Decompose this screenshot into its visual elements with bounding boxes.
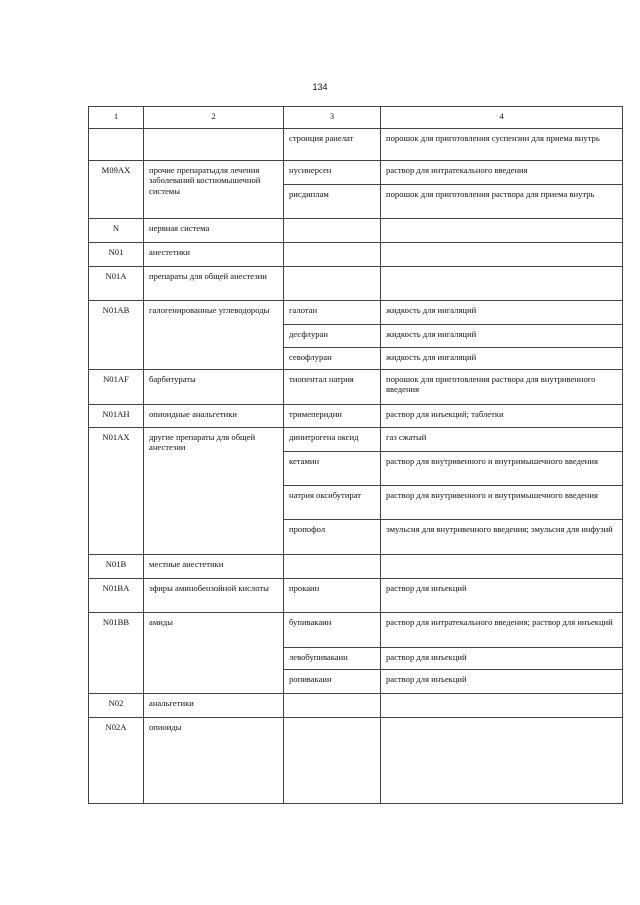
drug-name-cell	[284, 718, 381, 804]
dosage-form-cell: порошок для приготовления суспензии для приема внутрь	[381, 129, 623, 161]
column-number-4: 4	[381, 107, 623, 129]
anatomical-therapeutic-group-cell: препараты для общей анестезии	[144, 267, 284, 301]
anatomical-therapeutic-group-cell: анестетики	[144, 243, 284, 267]
drug-name-cell	[284, 219, 381, 243]
dosage-form-cell	[381, 243, 623, 267]
dosage-form-cell: раствор для интратекального введения; раствор для инъекций	[381, 613, 623, 648]
atc-code-cell: N02	[89, 694, 144, 718]
table-row	[89, 370, 623, 405]
drug-name-cell: севофлуран	[284, 348, 381, 370]
dosage-form-cell: раствор для инъекций	[381, 648, 623, 670]
atc-code-cell: N	[89, 219, 144, 243]
anatomical-therapeutic-group-cell: нервная система	[144, 219, 284, 243]
dosage-form-cell: раствор для интратекального введения	[381, 161, 623, 185]
table-row	[89, 613, 623, 648]
atc-code-cell: M09AX	[89, 161, 144, 219]
dosage-form-cell: порошок для приготовления раствора для приема внутрь	[381, 185, 623, 219]
table-row	[89, 243, 623, 267]
column-number-3: 3	[284, 107, 381, 129]
table-row	[89, 129, 623, 161]
anatomical-therapeutic-group-cell: барбитураты	[144, 370, 284, 405]
drug-name-cell: левобупивакаин	[284, 648, 381, 670]
atc-code-cell: N02A	[89, 718, 144, 804]
page-number: 134	[312, 82, 328, 92]
dosage-form-cell	[381, 694, 623, 718]
drug-name-cell: тиопентал натрия	[284, 370, 381, 405]
drug-name-cell	[284, 267, 381, 301]
dosage-form-cell: эмульсия для внутривенного введения; эмульсия для инфузий	[381, 520, 623, 555]
dosage-form-cell: жидкость для ингаляций	[381, 301, 623, 325]
drug-name-cell: пропофол	[284, 520, 381, 555]
anatomical-therapeutic-group-cell: опиоидные анальгетики	[144, 405, 284, 428]
table-row	[89, 267, 623, 301]
table-row	[89, 694, 623, 718]
atc-code-cell: N01BA	[89, 579, 144, 613]
dosage-form-cell	[381, 555, 623, 579]
dosage-form-cell: раствор для инъекций; таблетки	[381, 405, 623, 428]
dosage-form-cell: жидкость для ингаляций	[381, 325, 623, 348]
atc-code-cell: N01AF	[89, 370, 144, 405]
dosage-form-cell: раствор для внутривенного и внутримышечного введения	[381, 486, 623, 520]
drug-classification-table	[88, 106, 623, 804]
dosage-form-cell	[381, 718, 623, 804]
drug-name-cell	[284, 694, 381, 718]
drug-name-cell: натрия оксибутират	[284, 486, 381, 520]
drug-name-cell: ропивакаин	[284, 670, 381, 694]
drug-name-cell: бупивакаин	[284, 613, 381, 648]
drug-name-cell	[284, 555, 381, 579]
dosage-form-cell	[381, 219, 623, 243]
table-row	[89, 301, 623, 325]
drug-name-cell: кетамин	[284, 452, 381, 486]
drug-name-cell: прокаин	[284, 579, 381, 613]
table-row	[89, 579, 623, 613]
drug-name-cell: стронция ранелат	[284, 129, 381, 161]
table-row	[89, 718, 623, 804]
anatomical-therapeutic-group-cell	[144, 129, 284, 161]
atc-code-cell	[89, 129, 144, 161]
table-row	[89, 161, 623, 185]
anatomical-therapeutic-group-cell: опиоиды	[144, 718, 284, 804]
drug-name-cell: динитрогена оксид	[284, 428, 381, 452]
anatomical-therapeutic-group-cell: эфиры аминобензойной кислоты	[144, 579, 284, 613]
table-header-row	[89, 107, 623, 129]
atc-code-cell: N01A	[89, 267, 144, 301]
dosage-form-cell: газ сжатый	[381, 428, 623, 452]
atc-code-cell: N01AH	[89, 405, 144, 428]
anatomical-therapeutic-group-cell: анальгетики	[144, 694, 284, 718]
table-row	[89, 405, 623, 428]
drug-name-cell	[284, 243, 381, 267]
dosage-form-cell	[381, 267, 623, 301]
drug-name-cell: галотан	[284, 301, 381, 325]
anatomical-therapeutic-group-cell: амиды	[144, 613, 284, 694]
table-row	[89, 428, 623, 452]
dosage-form-cell: раствор для внутривенного и внутримышечного введения	[381, 452, 623, 486]
column-number-2: 2	[144, 107, 284, 129]
table-row	[89, 219, 623, 243]
anatomical-therapeutic-group-cell: местные анестетики	[144, 555, 284, 579]
dosage-form-cell: порошок для приготовления раствора для внутривенного введения	[381, 370, 623, 405]
dosage-form-cell: раствор для инъекций	[381, 670, 623, 694]
atc-code-cell: N01AX	[89, 428, 144, 555]
column-number-1: 1	[89, 107, 144, 129]
atc-code-cell: N01B	[89, 555, 144, 579]
anatomical-therapeutic-group-cell: другие препараты для общей анестезии	[144, 428, 284, 555]
dosage-form-cell: раствор для инъекций	[381, 579, 623, 613]
atc-code-cell: N01AB	[89, 301, 144, 370]
anatomical-therapeutic-group-cell: галогенированные углеводороды	[144, 301, 284, 370]
dosage-form-cell: жидкость для ингаляций	[381, 348, 623, 370]
drug-name-cell: рисдиплам	[284, 185, 381, 219]
drug-name-cell: тримеперидин	[284, 405, 381, 428]
drug-name-cell: нусинерсен	[284, 161, 381, 185]
atc-code-cell: N01	[89, 243, 144, 267]
drug-name-cell: десфлуран	[284, 325, 381, 348]
table-row	[89, 555, 623, 579]
atc-code-cell: N01BB	[89, 613, 144, 694]
anatomical-therapeutic-group-cell: прочие препаратыдля лечения заболеваний костномышечной системы	[144, 161, 284, 219]
